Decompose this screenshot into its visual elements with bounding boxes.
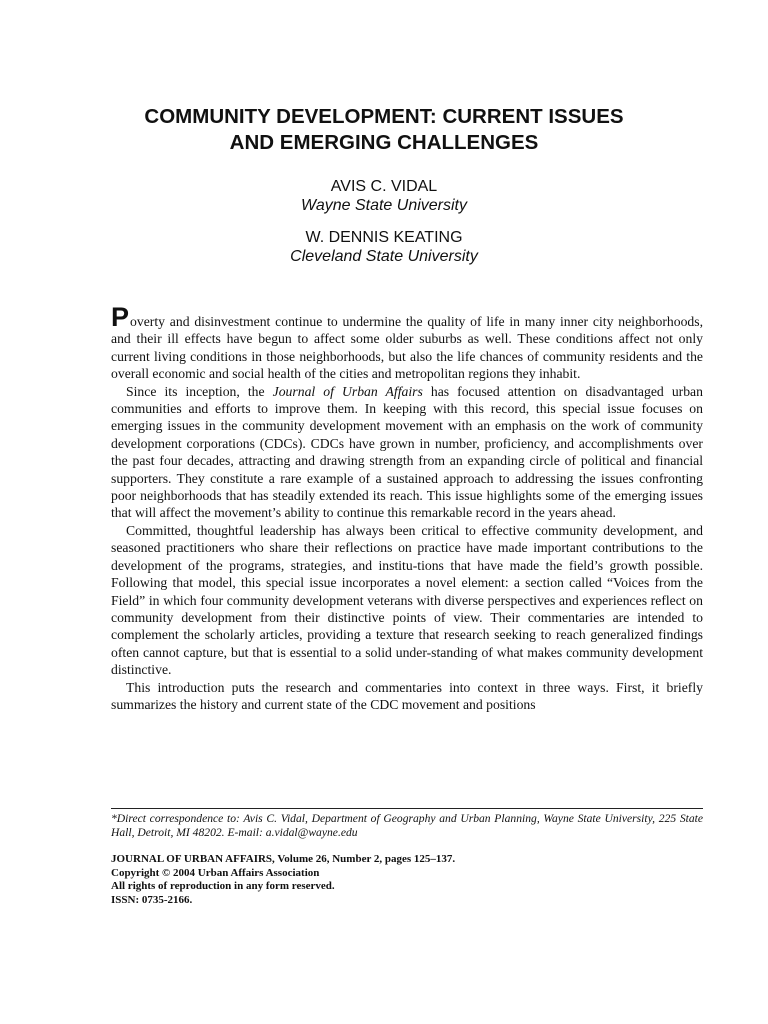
- author-block-vidal: [90, 177, 678, 215]
- author-affiliation: Wayne State University: [301, 197, 467, 214]
- paragraph-2-text-b: has focused attention on disadvantaged urban communities and efforts to improve them. In keeping with this record, this special issue focuses on emerging issues in the community development movement with an emphasis on the work of community development corporations (CDCs). CDCs have grown in number, proficiency, and accomplishments over the past four decades, attracting and drawing strength from an expanding circle of political and financial supporters. They constitute a rare example of a sustained approach to addressing the issues confronting poor neighborhoods that has steadily extended its reach. This issue highlights some of the emerging issues that will affect the movement’s ability to continue this remarkable record in the years ahead.: [111, 383, 703, 521]
- article-body: [111, 302, 703, 713]
- drop-cap: P: [111, 302, 130, 332]
- article-title: [90, 104, 678, 156]
- paragraph-1-text: overty and disinvestment continue to undermine the quality of life in many inner city neighborhoods, and their ill effects have begun to affect some older suburbs as well. These conditions affect not only current living conditions in those neighborhoods, but also the life chances of community residents and the overall economic and social health of the cities and metropolitan regions they inhabit.: [111, 314, 703, 382]
- paragraph-1: [111, 302, 703, 383]
- journal-name-italic: Journal of Urban Affairs: [272, 383, 423, 399]
- journal-rights: All rights of reproduction in any form reserved.: [111, 880, 335, 893]
- title-line-1: COMMUNITY DEVELOPMENT: CURRENT ISSUES: [144, 105, 624, 128]
- correspondence-footnote: *Direct correspondence to: Avis C. Vidal, Department of Geography and Urban Planning, Wayne State University, 225 State Hall, Detroit, MI 48202. E-mail: a.vidal@wayne.edu: [111, 812, 703, 840]
- paragraph-3: Committed, thoughtful leadership has always been critical to effective community development, and seasoned practitioners who share their reflections on practice have made important contributions to the development of the programs, strategies, and institu-tions that have made the field’s growth possible. Following that model, this special issue incorporates a novel element: a section called “Voices from the Field” in which four community development veterans with diverse perspectives and experiences reflect on community development from their distinctive points of view. Their commentaries are intended to complement the scholarly articles, providing a texture that research seeking to reach generalized findings often cannot capture, but that is essential to a solid under-standing of what makes community development distinctive.: [111, 522, 703, 678]
- author-affiliation: Cleveland State University: [290, 248, 478, 265]
- author-name: W. DENNIS KEATING: [305, 229, 463, 246]
- author-block-keating: [90, 228, 678, 266]
- author-name: AVIS C. VIDAL: [330, 178, 438, 195]
- title-line-2: AND EMERGING CHALLENGES: [229, 131, 539, 154]
- journal-copyright: Copyright © 2004 Urban Affairs Association: [111, 866, 320, 879]
- footnote-divider: [111, 808, 703, 809]
- paragraph-2: [111, 383, 703, 522]
- journal-citation: JOURNAL OF URBAN AFFAIRS, Volume 26, Number 2, pages 125–137.: [111, 853, 456, 865]
- paragraph-4: This introduction puts the research and commentaries into context in three ways. First, it briefly summarizes the history and current state of the CDC movement and positions: [111, 679, 703, 712]
- paragraph-2-text-a: Since its inception, the: [126, 383, 273, 399]
- journal-issn: ISSN: 0735-2166.: [111, 893, 193, 906]
- journal-info: [111, 853, 703, 907]
